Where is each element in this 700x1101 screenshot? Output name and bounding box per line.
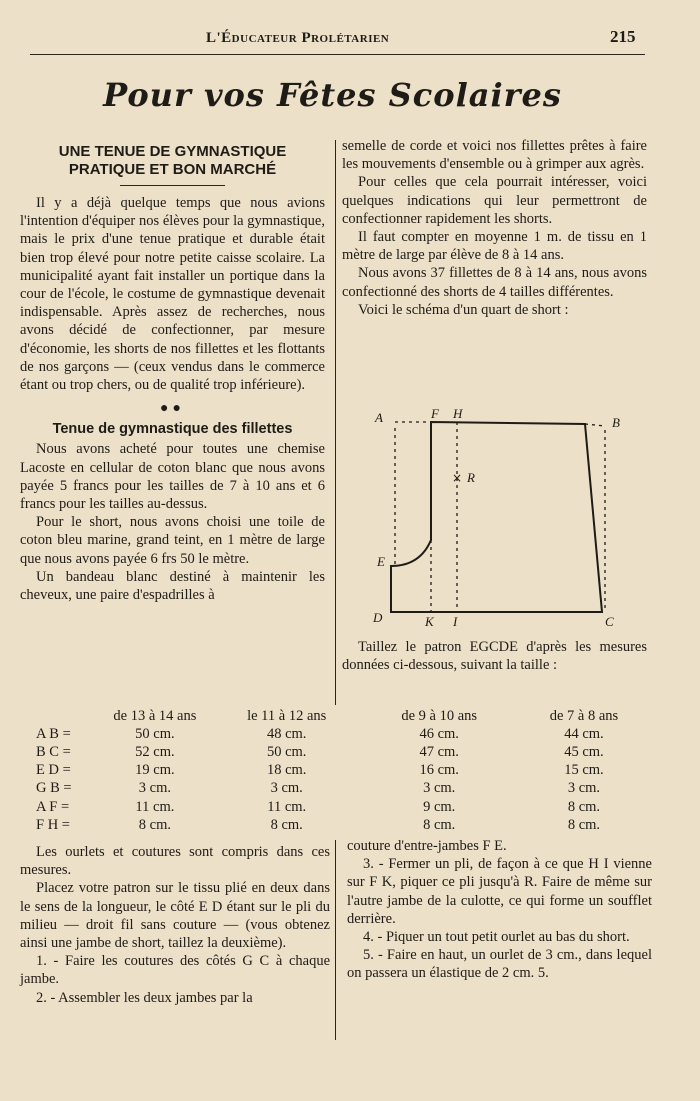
bottom-left-column <box>20 843 330 1007</box>
article-heading: UNE TENUE DE GYMNASTIQUE PRATIQUE ET BON MARCHÉ <box>58 143 287 178</box>
pattern-outline <box>391 422 602 612</box>
label-h: H <box>453 406 463 421</box>
paragraph-taillez: Taillez le patron EGCDE d'après les mesures données ci-dessous, suivant la taille : <box>342 639 647 674</box>
table-header-row <box>36 707 646 725</box>
page-number: 215 <box>610 27 636 46</box>
cell: 8 cm. <box>270 816 303 833</box>
cell: 19 cm. <box>135 762 175 779</box>
cell: 44 cm. <box>564 725 604 742</box>
page-title: Pour vos Fêtes Scolaires <box>103 76 562 114</box>
label-e: E <box>377 554 385 569</box>
label-i: I <box>453 614 458 629</box>
paragraph-tissu: Il faut compter en moyenne 1 m. de tissu en 1 mètre de large par élève de 8 à 14 ans. <box>342 229 647 264</box>
cell: 11 cm. <box>267 798 307 815</box>
label-c: C <box>605 614 614 629</box>
label-r: R <box>467 470 475 485</box>
section-separator: ●● <box>160 401 185 417</box>
point-r-mark: × <box>452 471 463 485</box>
cell: 8 cm. <box>567 816 601 833</box>
measurements-table <box>36 707 646 834</box>
cell: 52 cm. <box>135 743 175 760</box>
header-rule <box>30 54 645 55</box>
cell: 3 cm. <box>423 780 456 797</box>
journal-name: L'Éducateur Prolétarien <box>206 30 390 46</box>
table-row <box>36 798 646 816</box>
left-column <box>20 143 325 604</box>
row-label: A B = <box>36 725 71 742</box>
label-b: B <box>612 415 620 430</box>
label-f: F <box>431 406 439 421</box>
row-label: F H = <box>36 816 70 833</box>
cell: 50 cm. <box>135 725 175 742</box>
header-13-14: de 13 à 14 ans <box>113 707 197 724</box>
cell: 9 cm. <box>423 798 456 815</box>
cell: 3 cm. <box>567 780 601 797</box>
step-1: 1. - Faire les coutures des côtés G C à chaque jambe. <box>20 953 330 988</box>
paragraph-short: Pour le short, nous avons choisi une toile de coton bleu marine, grand teint, en 1 mètre de large que nous avons payée 6 frs 50 le mètre. <box>20 514 325 567</box>
bottom-right-column <box>347 837 652 983</box>
cell: 3 cm. <box>138 780 171 797</box>
table-row <box>36 743 646 761</box>
column-divider <box>335 140 336 705</box>
cell: 8 cm. <box>423 816 456 833</box>
line-b-extension <box>585 424 605 426</box>
header-9-10: de 9 à 10 ans <box>401 707 478 724</box>
paragraph-couture: couture d'entre-jambes F E. <box>347 838 507 854</box>
cell: 18 cm. <box>266 762 307 779</box>
cell: 45 cm. <box>564 743 604 760</box>
label-k: K <box>425 614 434 629</box>
paragraph-ourlets: Les ourlets et coutures sont compris dans ces mesures. <box>20 844 330 879</box>
header-7-8: de 7 à 8 ans <box>549 707 619 724</box>
row-label: B C = <box>36 743 71 760</box>
table-row <box>36 780 646 798</box>
right-column <box>342 137 647 319</box>
paragraph-semelle: semelle de corde et voici nos fillettes prêtes à faire les mouvements d'ensemble ou à grimper aux agrès. <box>342 138 647 173</box>
short-pattern-diagram <box>365 400 645 635</box>
table-row <box>36 816 646 834</box>
cell: 8 cm. <box>138 816 171 833</box>
column-divider-bottom <box>335 840 336 1040</box>
paragraph-schema: Voici le schéma d'un quart de short : <box>358 301 569 318</box>
header-11-12: le 11 à 12 ans <box>247 707 327 724</box>
label-d: D <box>373 610 383 625</box>
cell: 8 cm. <box>567 798 601 815</box>
cell: 15 cm. <box>564 762 604 779</box>
cell: 50 cm. <box>266 743 307 760</box>
row-label: E D = <box>36 762 71 779</box>
cell: 47 cm. <box>419 743 459 760</box>
table-row <box>36 725 646 743</box>
row-label: G B = <box>36 780 72 797</box>
cell: 46 cm. <box>419 725 459 742</box>
paragraph-indications: Pour celles que cela pourrait intéresser, voici quelques indications qui leur permettront de confectionner rapidement les shorts. <box>342 174 647 227</box>
cell: 48 cm. <box>266 725 307 742</box>
paragraph-chemise: Nous avons acheté pour toutes une chemise Lacoste en cellular de coton blanc que nous avons payée 5 francs pour les tailles de 7 à 10 ans et 6 francs pour les tailles au-dessus. <box>20 441 325 513</box>
cell: 11 cm. <box>135 798 175 815</box>
step-5: 5. - Faire en haut, un ourlet de 3 cm., dans lequel on passera un élastique de 2 cm. 5. <box>347 947 652 982</box>
diagram-caption <box>342 638 647 674</box>
section-subheading: Tenue de gymnastique des fillettes <box>52 421 293 438</box>
intro-paragraph: Il y a déjà quelque temps que nous avions l'intention d'équiper nos élèves pour la gymnastique, mais le prix d'une tenue pratique et durable était bien trop élevé pour notre petite caisse scolaire. La municipalité ayant fait installer un portique dans la cour de l'école, le costume de gymnastique devenait indispensable. Après assez de recherches, nous avons décidé de confectionner, par mesure d'économie, les shorts de nos fillettes et les flottants de nos garçons — (ceux vendus dans le commerce étant ou trop chers, ou de qualité trop inférieure). <box>20 195 325 394</box>
label-a: A <box>375 410 383 425</box>
heading-rule <box>120 185 225 186</box>
paragraph-fillettes: Nous avons 37 fillettes de 8 à 14 ans, nous avons confectionné des shorts de 4 tailles différentes. <box>342 265 647 300</box>
step-3: 3. - Fermer un pli, de façon à ce que H I vienne sur F K, piquer ce pli jusqu'à R. Faire de même sur l'autre jambe de la culotte, ce qui forme un soufflet derrière. <box>347 856 652 927</box>
row-label: A F = <box>36 798 70 815</box>
step-2: 2. - Assembler les deux jambes par la <box>36 989 253 1006</box>
paragraph-bandeau: Un bandeau blanc destiné à maintenir les cheveux, une paire d'espadrilles à <box>20 568 325 604</box>
cell: 3 cm. <box>270 780 303 797</box>
step-4: 4. - Piquer un tout petit ourlet au bas du short. <box>363 929 630 946</box>
paragraph-placez: Placez votre patron sur le tissu plié en deux dans le sens de la longueur, le côté E D étant sur le pli du milieu — droit fil sans couture — (vous obtenez ainsi une jambe de short, taillez la deuxième). <box>20 880 330 952</box>
table-row <box>36 762 646 780</box>
cell: 16 cm. <box>419 762 459 779</box>
